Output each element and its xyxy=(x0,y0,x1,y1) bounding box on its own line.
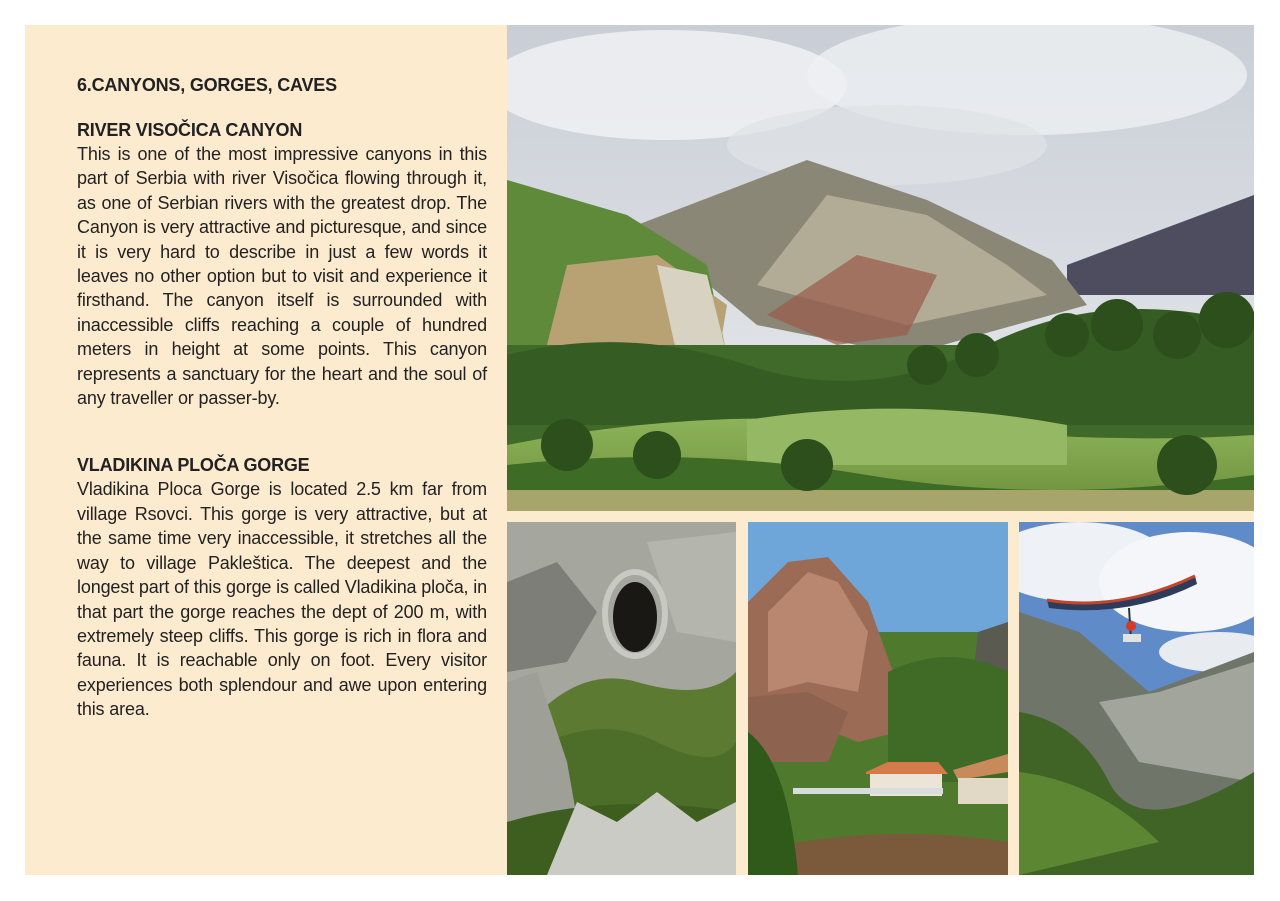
canyon-landscape-photo xyxy=(507,25,1254,511)
gorge-description: Vladikina Ploca Gorge is located 2.5 km far from village Rsovci. This gorge is very attractive, but at the same time very inaccessible, it stretches all the way to village Pakleštica. The deepest and the longest part of this gorge is called Vladikina ploča, in that part the gorge reaches the dept of 200 m, with extremely steep cliffs. This gorge is rich in flora and fauna. It is reachable only on foot. Every visitor experiences both splendour and awe upon entering this area. xyxy=(77,479,487,720)
gorge-title: VLADIKINA PLOČA GORGE xyxy=(77,455,310,476)
cave-cliff-photo xyxy=(507,522,736,875)
text-column xyxy=(77,75,487,722)
section-heading: 6.CANYONS, GORGES, CAVES xyxy=(77,75,337,95)
hang-glider-gorge-photo xyxy=(1019,522,1254,875)
rock-formation-village-photo xyxy=(748,522,1008,875)
canyon-title: RIVER VISOČICA CANYON xyxy=(77,120,303,140)
canyon-description: This is one of the most impressive canyons in this part of Serbia with river Visočica flowing through it, as one of Serbian rivers with the greatest drop. The Canyon is very attractive and picturesque, and since it is very hard to describe in just a few words it leaves no other option but to visit and experience it firsthand. The canyon itself is surrounded with inaccessible cliffs reaching a couple of hundred meters in height at some points. This canyon represents a sanctuary for the heart and the soul of any traveller or passer-by. xyxy=(77,144,487,409)
